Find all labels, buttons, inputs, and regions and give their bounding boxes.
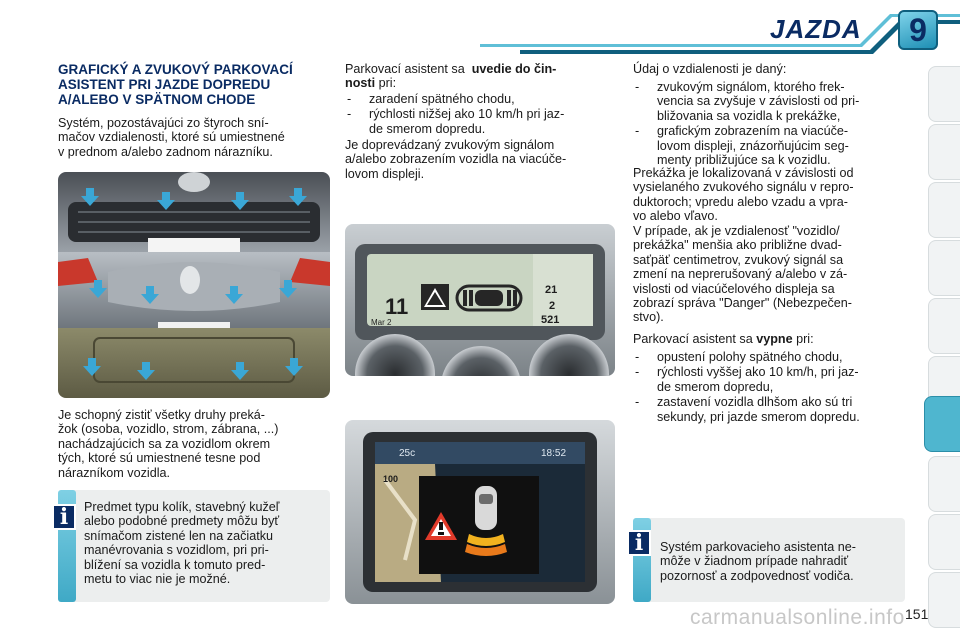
chapter-tab-9[interactable] [928, 514, 960, 570]
chapter-tab-10[interactable] [928, 572, 960, 628]
deactivation-paragraph: Parkovací asistent sa vypne pri: [633, 332, 814, 346]
info-box-left-text: Predmet typu kolík, stavebný kužeľ alebo podobné predmety môžu byť snímačom zistené len na začiatku manévrovania s vozidlom, pri pri- blížení sa vozidla k tomuto pred- metu to viac nie je možné. [84, 500, 280, 587]
localization-paragraph: Prekážka je lokalizovaná v závislosti od vysielaného zvukového signálu v repro- duktoroch; vpredu alebo vzadu a vpra- vo alebo vľavo. [633, 166, 854, 224]
section-heading: GRAFICKÝ A ZVUKOVÝ PARKOVACÍ ASISTENT PRI JAZDE DOPREDU A/ALEBO V SPÄTNOM CHODE [58, 62, 293, 107]
nav-distance: 100 [383, 474, 399, 484]
chapter-tab-2[interactable] [928, 124, 960, 180]
danger-paragraph: V prípade, ak je vzdialenosť "vozidlo/ prekážka" menšia ako približne dvad- saťpäť centimetrov, zvukový signál sa zmení na neprerušovaný a/alebo v zá- vislosti od viacúčelového displeja sa zobrazí správa "Danger" (Nebezpečen- stvo). [633, 224, 852, 325]
list-item: - grafickým zobrazením na viacúče- lovom displeji, znázorňujúcim seg- menty približujúce sa k vozidlu. [633, 124, 905, 167]
watermark: carmanualsonline.info [690, 606, 905, 629]
distance-list [633, 80, 905, 168]
display-side-mid: 2 [549, 300, 556, 312]
chapter-tab-4[interactable] [928, 240, 960, 296]
bumper-sensors-photo [58, 172, 330, 398]
chapter-tab-5[interactable] [928, 298, 960, 354]
list-item: - zvukovým signálom, ktorého frek- vencia sa zvyšuje v závislosti od pri- bližovania sa vozidla k prekážke, [633, 80, 905, 123]
chapter-tab-active[interactable] [924, 396, 960, 452]
activation-paragraph: Parkovací asistent sa uvedie do čin- nosti pri: [345, 62, 557, 91]
display-speed: 11 [385, 294, 409, 319]
list-item: - rýchlosti vyššej ako 10 km/h, pri jaz- de smerom dopredu, [633, 365, 905, 394]
nav-clock: 18:52 [541, 448, 567, 459]
display-date: Mar 2 [371, 318, 392, 327]
chapter-title: JAZDA [770, 14, 862, 44]
chapter-tab-8[interactable] [928, 456, 960, 512]
display-side-bottom: 521 [541, 314, 560, 326]
signal-paragraph: Je doprevádzaný zvukovým signálom a/alebo zobrazením vozidla na viacúče- lovom displeji. [345, 138, 567, 181]
dashboard-display-photo [345, 224, 615, 376]
display-side-top: 21 [545, 284, 558, 296]
list-item: - rýchlosti nižšej ako 10 km/h pri jaz- de smerom dopredu. [345, 107, 615, 136]
intro-paragraph: Systém, pozostávajúci zo štyroch sní- mačov vzdialenosti, ktoré sú umiestnené v prednom a/alebo zadnom nárazníku. [58, 116, 285, 159]
navigation-screen-photo [345, 420, 615, 604]
info-icon: i [627, 530, 651, 556]
detection-paragraph: Je schopný zistiť všetky druhy preká- žok (osoba, vozidlo, strom, zábrana, ...) nachádzajúcich sa za vozidlom okrem tých, ktoré sú umiestnené tesne pod nárazníkom vozidla. [58, 408, 279, 480]
nav-temperature: 25c [399, 448, 416, 459]
info-icon: i [52, 504, 76, 530]
list-item: - opustení polohy spätného chodu, [633, 350, 905, 364]
list-item: - zaradení spätného chodu, [345, 92, 615, 106]
chapter-tab-3[interactable] [928, 182, 960, 238]
deactivation-list [633, 350, 905, 425]
activation-list [345, 92, 615, 137]
page-number: 151 [905, 606, 929, 622]
chapter-number-badge: 9 [898, 10, 938, 50]
info-box-right-text: Systém parkovacieho asistenta ne- môže v žiadnom prípade nahradiť pozornosť a zodpovednosť vodiča. [660, 540, 857, 583]
list-item: - zastavení vozidla dlhšom ako sú tri sekundy, pri jazde smerom dopredu. [633, 395, 905, 424]
chapter-tab-1[interactable] [928, 66, 960, 122]
distance-intro: Údaj o vzdialenosti je daný: [633, 62, 787, 76]
